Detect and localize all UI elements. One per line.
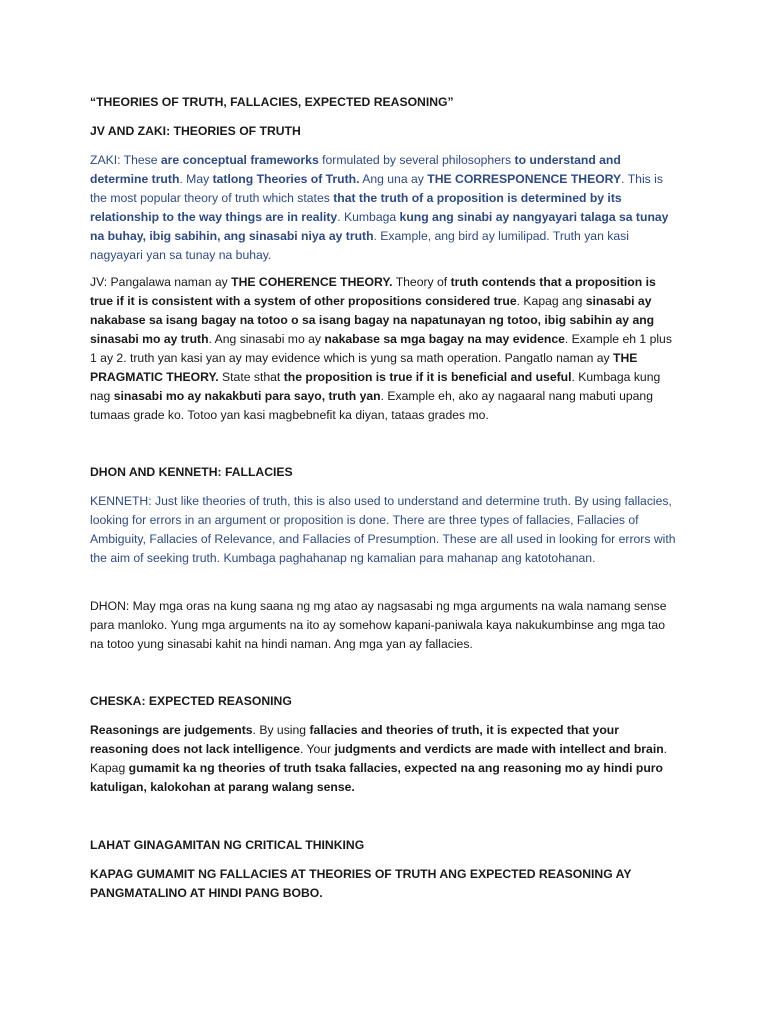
bold-text-run: THE PRAGMATIC THEORY. bbox=[90, 351, 638, 384]
paragraph-jv bbox=[90, 273, 680, 425]
bold-text-run: that the truth of a proposition is determined by its relationship to the way things are in reality bbox=[90, 191, 622, 224]
text-run: . Example, ang bird ay lumilipad. Truth yan kasi nagyayari yan sa tunay na buhay. bbox=[90, 229, 629, 262]
paragraph-cheska bbox=[90, 721, 680, 797]
paragraph-dhon: DHON: May mga oras na kung saana ng mg atao ay nagsasabi ng mga arguments na wala namang sense para manloko. Yung mga arguments na ito ay somehow kapani-paniwala kaya nakukumbinse ang mga tao na totoo yung sinasabi kahit na hindi naman. Ang mga yan ay fallacies. bbox=[90, 599, 667, 651]
text-run: formulated by several philosophers bbox=[318, 153, 515, 167]
bold-text-run: to understand and determine truth bbox=[90, 153, 621, 186]
bold-text-run: THE COHERENCE THEORY. bbox=[231, 275, 393, 289]
bold-text-run: THE CORRESPONENCE THEORY bbox=[427, 172, 622, 186]
section-heading-fallacies: DHON AND KENNETH: FALLACIES bbox=[90, 465, 293, 479]
text-run: . Your bbox=[299, 742, 335, 756]
text-run: . Kumbaga kung nag bbox=[90, 370, 661, 403]
section-heading-theories: JV AND ZAKI: THEORIES OF TRUTH bbox=[90, 124, 301, 138]
text-run: ZAKI: These bbox=[90, 153, 161, 167]
bold-text-run: fallacies and theories of truth, it is expected that your reasoning does not lack intelligence bbox=[90, 723, 619, 756]
bold-text-run: sinasabi ay nakabase sa isang bagay na totoo o sa isang bagay na napatunayan ng totoo, ibig sabihin ay ang sinasabi mo ay truth bbox=[90, 294, 655, 346]
text-run: . Kapag ang bbox=[516, 294, 586, 308]
text-run: Theory of bbox=[392, 275, 451, 289]
text-run: Ang una ay bbox=[359, 172, 428, 186]
bold-text-run: the proposition is true if it is beneficial and useful bbox=[283, 370, 572, 384]
text-run: . This is the most popular theory of truth which states bbox=[90, 172, 663, 205]
text-run: JV: Pangalawa naman ay bbox=[90, 275, 232, 289]
bold-text-run: judgments and verdicts are made with intellect and brain bbox=[334, 742, 664, 756]
section-heading-critical-thinking: LAHAT GINAGAMITAN NG CRITICAL THINKING bbox=[90, 838, 365, 852]
bold-text-run: tatlong Theories of Truth. bbox=[212, 172, 360, 186]
text-run: . Kumbaga bbox=[337, 210, 400, 224]
section-heading-reasoning: CHESKA: EXPECTED REASONING bbox=[90, 694, 292, 708]
paragraph-kenneth: KENNETH: Just like theories of truth, this is also used to understand and determine truth. By using fallacies, looking for errors in an argument or proposition is done. There are three types of fallacies, Fallacies of Ambiguity, Fallacies of Relevance, and Fallacies of Presumption. These are all used in looking for errors with the aim of seeking truth. Kumbaga paghahanap ng kamalian para mahanap ang katotohanan. bbox=[90, 494, 676, 565]
bold-text-run: nakabase sa mga bagay na may evidence bbox=[324, 332, 565, 346]
bold-text-run: truth contends that a proposition is true if it is consistent with a system of other propositions considered true bbox=[90, 275, 656, 308]
text-run: . Example eh, ako ay nagaaral nang mabuti upang tumaas grade ko. Totoo yan kasi magbebnefit ka diyan, tataas grades mo. bbox=[90, 389, 653, 422]
paragraph-zaki bbox=[90, 151, 680, 265]
text-run: . Example eh 1 plus 1 ay 2. truth yan kasi yan ay may evidence which is yung sa math operation. Pangatlo naman ay bbox=[90, 332, 672, 365]
text-run: . By using bbox=[252, 723, 310, 737]
bold-text-run: gumamit ka ng theories of truth tsaka fallacies, expected na ang reasoning mo ay hindi puro katuligan, kalokohan at parang walang sense. bbox=[90, 761, 663, 794]
document-title: “THEORIES OF TRUTH, FALLACIES, EXPECTED REASONING” bbox=[90, 95, 454, 109]
bold-text-run: are conceptual frameworks bbox=[160, 153, 319, 167]
bold-text-run: sinasabi mo ay nakakbuti para sayo, truth yan bbox=[113, 389, 381, 403]
text-run: . Kapag bbox=[90, 742, 668, 775]
bold-text-run: Reasonings are judgements bbox=[90, 723, 253, 737]
text-run: . Ang sinasabi mo ay bbox=[208, 332, 325, 346]
text-run: State sthat bbox=[218, 370, 284, 384]
text-run: . May bbox=[179, 172, 213, 186]
bold-text-run: kung ang sinabi ay nangyayari talaga sa tunay na buhay, ibig sabihin, ang sinasabi niya ay truth bbox=[90, 210, 669, 243]
conclusion-statement: KAPAG GUMAMIT NG FALLACIES AT THEORIES OF TRUTH ANG EXPECTED REASONING AY PANGMATALINO AT HINDI PANG BOBO. bbox=[90, 867, 632, 900]
